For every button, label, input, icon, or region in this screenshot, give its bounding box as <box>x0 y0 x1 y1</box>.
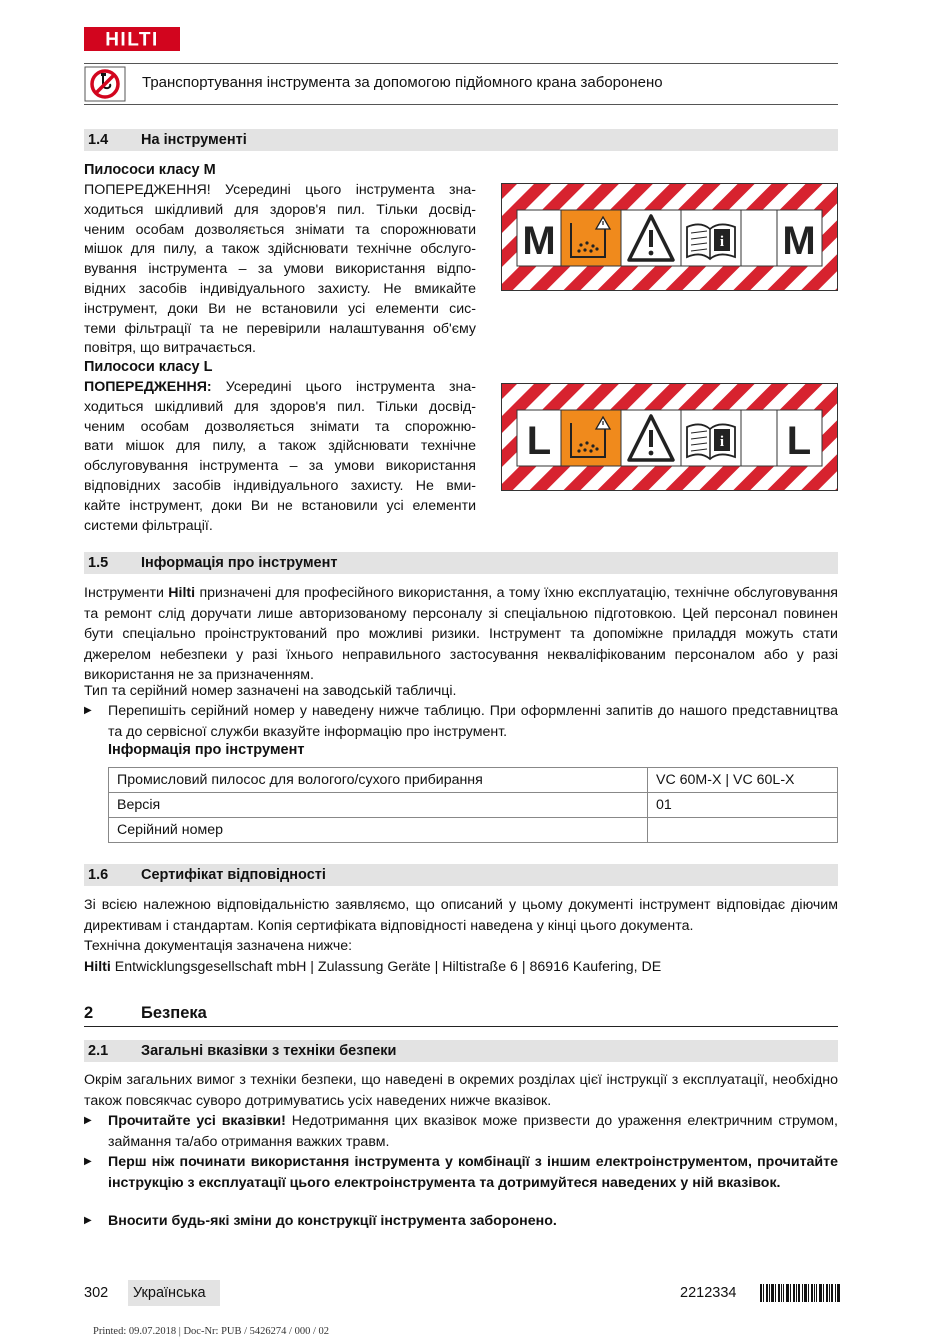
language-badge <box>128 1280 220 1306</box>
bullet-text <box>108 1111 838 1152</box>
document-code: 2212334 <box>680 1285 737 1301</box>
rule-bottom <box>84 104 838 105</box>
table-cell: Серійний номер <box>109 818 648 843</box>
class-m-heading: Пилососи класу M <box>84 162 216 178</box>
text: призначені для професійного використання, а тому їхню експлуатацію, технічне обслуговування та ремонт слід доручати лише авторизованому персоналу зі спеціальною підготовкою. Цей персонал повинен бути спеціально проінструктований про можливі ризики. Інструмент та допоміжне приладдя можуть стати джерелом небезпеки у разі їхнього неправильного застосування некваліфікованим персоналом або у разі використання не за призначенням. <box>84 585 838 683</box>
line: ПОПЕРЕДЖЕННЯ! Усередині цього інструмента зна- <box>84 182 476 198</box>
line: ченим особам дозволяється знімати та спорожнювати <box>84 221 476 238</box>
safety-intro: Окрім загальних вимог з техніки безпеки, що наведені в окремих розділах цієї інструкції з експлуатації, необхідно також повсякчас суворо дотримуватись усіх наведених нижче вказівок. <box>84 1072 838 1109</box>
tool-info-table <box>108 767 838 843</box>
svg-text:i: i <box>719 234 725 250</box>
table-row <box>109 768 838 793</box>
line <box>84 378 476 398</box>
label-letter-left: L <box>526 419 552 463</box>
line: ченим особам дозволяється знімати та спорожню- <box>84 418 476 435</box>
class-m-warning <box>84 181 476 359</box>
rule-top <box>84 63 838 64</box>
line: мішок для пилу, а також здійснювати технічне обслуго- <box>84 241 476 258</box>
line: ходиться шкідливий для здоров'я пил. Тільки досвід- <box>84 201 476 218</box>
brand-name: Hilti <box>84 959 111 975</box>
line: відповідних засобів індивідуального захисту. Не вми- <box>84 477 476 494</box>
table-cell: 01 <box>648 793 838 818</box>
print-info: Printed: 09.07.2018 | Doc-Nr: PUB / 5426274 / 000 / 02 <box>93 1326 330 1337</box>
logo-lettering: HILTI <box>105 29 159 51</box>
type-plate-text: Тип та серійний номер зазначені на заводській табличці. <box>84 683 457 699</box>
serial-number-cell[interactable] <box>648 818 838 843</box>
section-2-1-header <box>84 1040 838 1062</box>
section-number: 1.4 <box>88 132 109 148</box>
table-row <box>109 818 838 843</box>
section-1-5-header <box>84 552 838 574</box>
text: Недотримання цих вказівок може призвести до ураження електричним струмом, займання та/або отримання важких травм. <box>108 1113 838 1150</box>
no-crane-icon <box>84 66 126 102</box>
text: Інструменти <box>84 585 169 601</box>
manual-icon <box>687 224 735 259</box>
bullet-arrow-icon: ▶ <box>84 1115 92 1126</box>
info-table-title: Інформація про інструмент <box>108 742 305 758</box>
label-letter-left: M <box>522 219 556 263</box>
brand-name: Hilti <box>168 585 196 601</box>
bold-text: Прочитайте усі вказівки! <box>108 1113 286 1129</box>
class-m-warning-label <box>501 183 838 291</box>
line-text: Усередині цього інструмента зна- <box>225 379 476 395</box>
crane-warning-text: Транспортування інструмента за допомогою підйомного крана заборонено <box>142 74 663 91</box>
table-row <box>109 793 838 818</box>
section-title: Інформація про інструмент <box>141 555 338 571</box>
bullet-text: Перш ніж починати використання інструмента у комбінації з іншим електроінструментом, прочитайте інструкцію з експлуатації цього електроінструмента та дотримуйтеся наведених у ній вказівок. <box>108 1154 838 1191</box>
section-title: На інструменті <box>141 132 247 148</box>
warning-label: ПОПЕРЕДЖЕННЯ: <box>84 379 212 395</box>
tech-docs-text: Технічна документація зазначена нижче: <box>84 938 353 954</box>
chapter-number: 2 <box>84 1004 94 1022</box>
section-number: 2.1 <box>88 1043 109 1059</box>
table-cell: VC 60M-X | VC 60L-X <box>648 768 838 793</box>
barcode-icon <box>760 1284 840 1302</box>
address-text: Entwicklungsgesellschaft mbH | Zulassung Geräte | Hiltistraße 6 | 86916 Kaufering, DE <box>110 959 662 975</box>
line: вування інструмента – за умови використання відпо- <box>84 261 476 278</box>
manufacturer-address <box>84 957 838 978</box>
section-1-6-header <box>84 864 838 886</box>
label-letter-right: L <box>786 419 812 463</box>
bullet-text: Вносити будь-які зміни до конструкції інструмента заборонено. <box>108 1213 557 1229</box>
line: інструмент, доки Ви не встановили усі елементи сис- <box>84 300 476 317</box>
class-l-warning-label <box>501 383 838 491</box>
chapter-title: Безпека <box>141 1004 207 1022</box>
line: теми фільтрації та не перевірили налаштування об'єму <box>84 320 476 337</box>
manual-icon <box>687 424 735 459</box>
hilti-logo <box>84 27 180 51</box>
section-title: Загальні вказівки з техніки безпеки <box>141 1043 397 1059</box>
bullet-arrow-icon: ▶ <box>84 705 92 716</box>
class-l-heading: Пилососи класу L <box>84 359 213 375</box>
bullet-text: Перепишіть серійний номер у наведену нижче таблицю. При оформленні запитів до нашого представництва та до сервісної служби вказуйте інформацію про інструмент. <box>108 703 838 740</box>
line: обслуговування інструмента – за умови використання <box>84 458 476 475</box>
label-letter-right: M <box>782 219 816 263</box>
section-1-4-header <box>84 129 838 151</box>
section-number: 1.5 <box>88 555 109 571</box>
chapter-2-header <box>84 1002 838 1027</box>
svg-text:i: i <box>719 434 725 450</box>
line: відних засобів індивідуального захисту. Не вмикайте <box>84 280 476 297</box>
bullet-arrow-icon: ▶ <box>84 1156 92 1167</box>
line: ходиться шкідливий для здоров'я пил. Тільки досвід- <box>84 398 476 415</box>
section-number: 1.6 <box>88 867 109 883</box>
table-cell: Промисловий пилосос для вологого/сухого прибирання <box>109 768 648 793</box>
tool-info-paragraph <box>84 583 838 686</box>
bullet-arrow-icon: ▶ <box>84 1215 92 1226</box>
section-title: Сертифікат відповідності <box>141 867 326 883</box>
line: кайте інструмент, доки Ви не встановили усі елементи <box>84 497 476 514</box>
language-label: Українська <box>133 1285 206 1301</box>
table-cell: Версія <box>109 793 648 818</box>
line: системи фільтрації. <box>84 517 213 534</box>
conformity-paragraph: Зі всією належною відповідальністю заявляємо, що описаний у цьому документі інструмент відповідає діючим директивам і стандартам. Копія сертифіката відповідності наведена у кінці цього документа. <box>84 897 838 934</box>
line: повітря, що витрачається. <box>84 340 256 357</box>
line: вати мішок для пилу, а також здійснювати технічне <box>84 438 476 455</box>
class-l-warning <box>84 378 476 536</box>
page-number: 302 <box>84 1285 109 1301</box>
